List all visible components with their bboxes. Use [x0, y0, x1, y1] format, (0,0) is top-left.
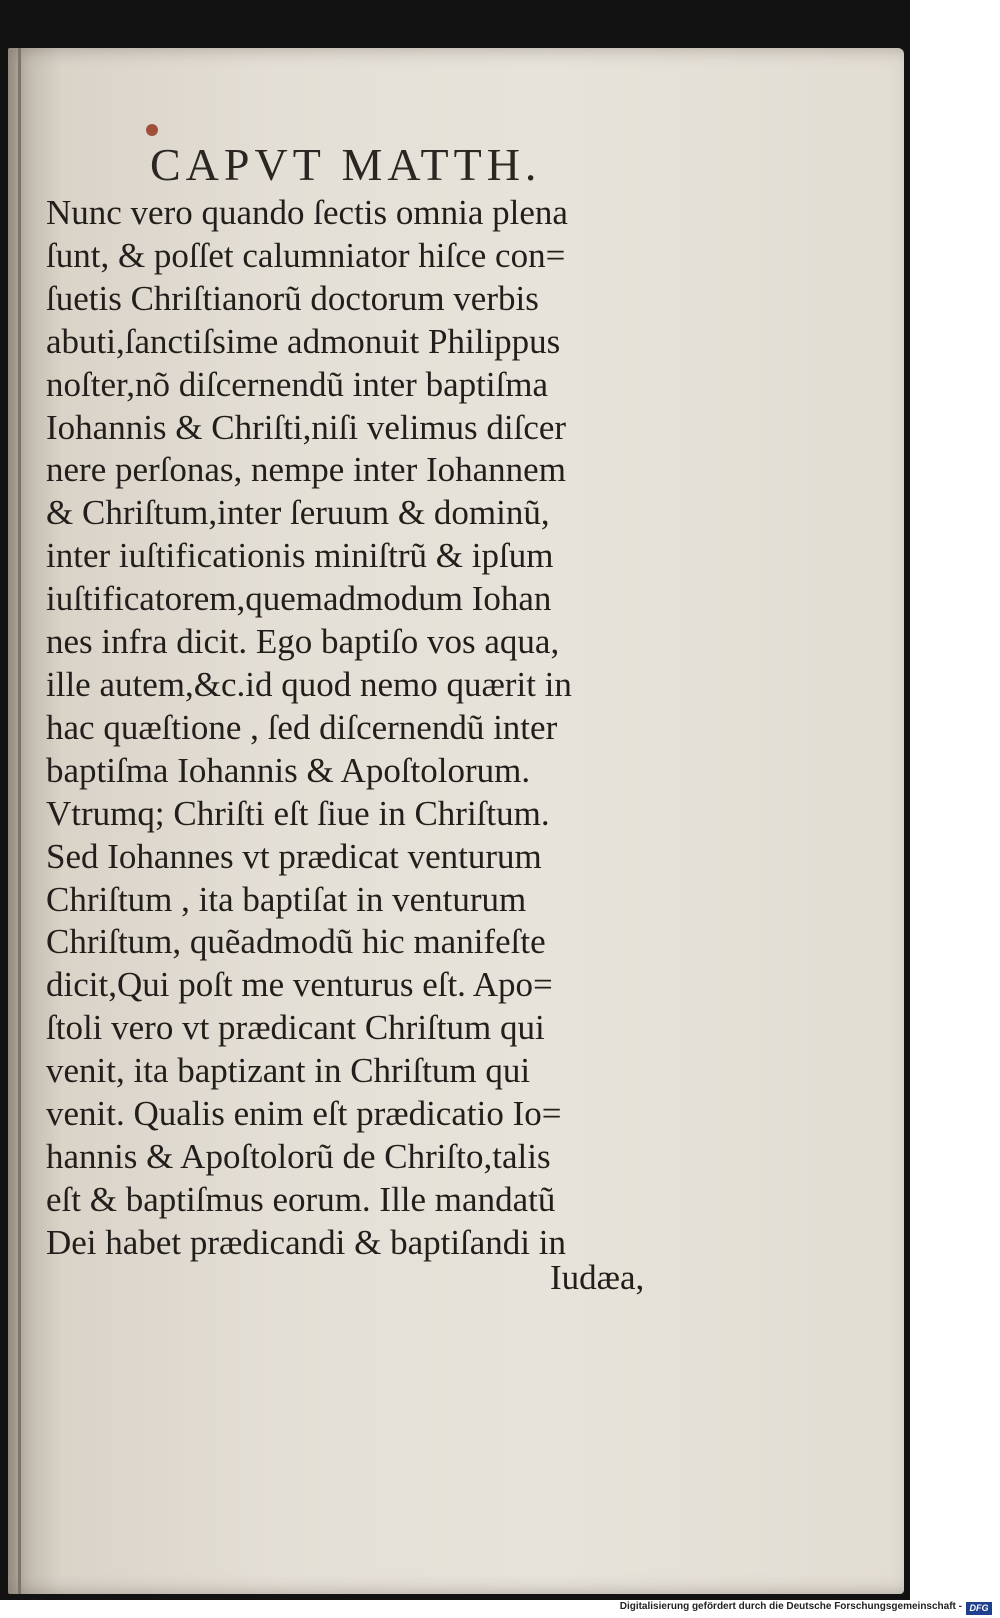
page-gutter: [18, 48, 21, 1594]
text-line: noſter,nõ diſcernendũ inter baptiſma: [46, 364, 549, 404]
text-line: hac quæſtione , ſed diſcernendũ inter: [46, 707, 558, 747]
catchword: Iudæa,: [550, 1258, 645, 1297]
text-line: Chriſtum , ita baptiſat in venturum: [46, 879, 527, 919]
text-line: venit, ita baptizant in Chriſtum qui: [46, 1051, 531, 1091]
text-line: Chriſtum, quẽadmodũ hic manifeſte: [46, 922, 546, 962]
text-line: inter iuſtificationis miniſtrũ & ipſum: [46, 536, 554, 576]
running-head: CAPVT MATTH.: [150, 139, 542, 190]
text-line: nere perſonas, nempe inter Iohannem: [46, 450, 566, 490]
text-line: & Chriſtum,inter ſeruum & dominũ,: [46, 493, 550, 533]
text-line: iuſtificatorem,quemadmodum Iohan: [46, 579, 552, 619]
text-line: eſt & baptiſmus eorum. Ille mandatũ: [46, 1179, 556, 1219]
text-line: Nunc vero quando ſectis omnia plena: [46, 193, 568, 232]
text-line: ille autem,&c.id quod nemo quærit in: [46, 664, 572, 704]
body-text: [46, 192, 706, 1265]
text-line: nes infra dicit. Ego baptiſo vos aqua,: [46, 622, 560, 662]
text-line: hannis & Apoſtolorũ de Chriſto,talis: [46, 1136, 551, 1176]
dfg-logo: DFG: [966, 1602, 992, 1615]
text-line: venit. Qualis enim eſt prædicatio Io=: [46, 1094, 562, 1134]
text-line: Iohannis & Chriſti,niſi velimus diſcer: [46, 407, 567, 447]
text-line: baptiſma Iohannis & Apoſtolorum.: [46, 750, 531, 790]
text-line: Dei habet prædicandi & baptiſandi in: [46, 1222, 567, 1262]
text-line: ſuetis Chriſtianorũ doctorum verbis: [46, 278, 539, 318]
footer-credit: Digitalisierung gefördert durch die Deutsche Forschungsgemeinschaft -: [619, 1601, 962, 1612]
text-line: Vtrumq; Chriſti eſt ſiue in Chriſtum.: [46, 793, 550, 833]
text-line: ſunt, & poſſet calumniator hiſce con=: [46, 235, 566, 275]
ink-mark: [146, 124, 158, 136]
text-line: abuti,ſanctiſsime admonuit Philippus: [46, 321, 561, 361]
text-line: dicit,Qui poſt me venturus eſt. Apo=: [46, 965, 553, 1005]
text-line: ſtoli vero vt prædicant Chriſtum qui: [46, 1008, 545, 1048]
text-line: Sed Iohannes vt prædicat venturum: [46, 836, 542, 876]
